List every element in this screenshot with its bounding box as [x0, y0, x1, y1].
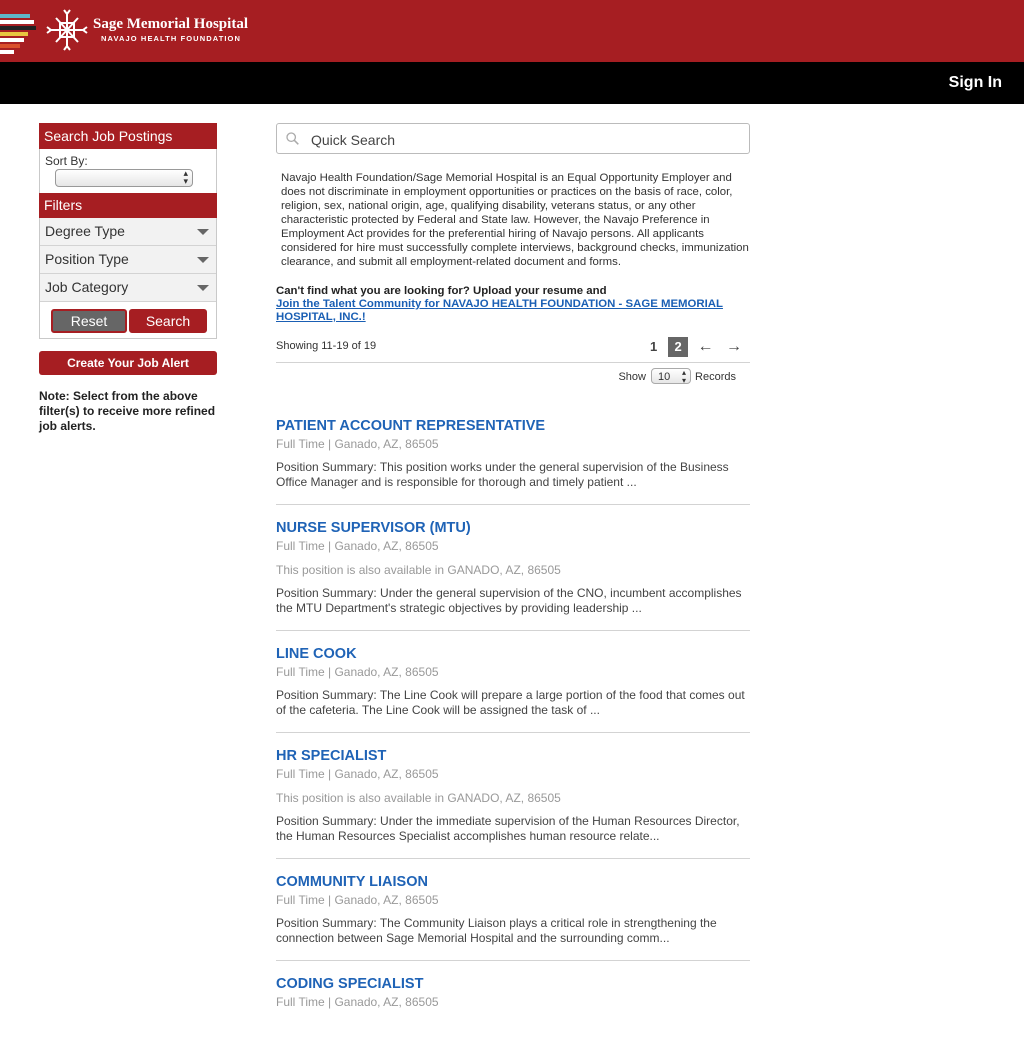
job-title-link[interactable]: LINE COOK	[276, 646, 357, 662]
show-label: Show	[618, 371, 646, 383]
reset-button[interactable]: Reset	[51, 309, 127, 333]
sage-logo-icon[interactable]	[44, 8, 90, 52]
sidebar	[39, 123, 217, 434]
search-panel	[39, 123, 217, 339]
job-summary: Position Summary: The Community Liaison plays a critical role in strengthening the connection between Sage Memorial Hospital and the surrounding comm...	[276, 916, 717, 945]
filter-label: Degree Type	[45, 223, 125, 239]
job-meta: Full Time | Ganado, AZ, 86505	[276, 995, 439, 1009]
quick-search[interactable]	[276, 123, 750, 154]
records-label: Records	[695, 371, 736, 383]
filter-label: Job Category	[45, 279, 129, 295]
logo-stripes	[0, 14, 36, 56]
job-item	[276, 747, 750, 859]
chevron-down-icon	[197, 229, 209, 235]
select-arrows-icon: ▴ ▾	[183, 168, 188, 186]
results-bar	[276, 338, 750, 362]
main-content	[276, 123, 750, 1037]
filter-position-type[interactable]	[40, 246, 216, 274]
alert-note: Note: Select from the above filter(s) to receive more refined job alerts.	[39, 389, 216, 433]
sort-by-label: Sort By:	[45, 154, 88, 168]
create-job-alert-button[interactable]: Create Your Job Alert	[39, 351, 217, 375]
job-list	[276, 417, 750, 1023]
records-select[interactable]	[651, 368, 691, 384]
job-meta: Full Time | Ganado, AZ, 86505	[276, 767, 439, 781]
job-summary: Position Summary: Under the general supervision of the CNO, incumbent accomplishes the MTU Department's strategic objectives by providing leadership ...	[276, 586, 742, 615]
pagination	[644, 337, 745, 359]
job-item	[276, 417, 750, 505]
talent-community-link[interactable]: Join the Talent Community for NAVAJO HEALTH FOUNDATION - SAGE MEMORIAL HOSPITAL, INC.!	[276, 298, 723, 323]
brand-subtitle: NAVAJO HEALTH FOUNDATION	[101, 34, 242, 43]
sign-in-link[interactable]: Sign In	[948, 74, 1002, 91]
chevron-down-icon	[197, 285, 209, 291]
records-value: 10	[658, 371, 671, 383]
job-meta: Full Time | Ganado, AZ, 86505	[276, 437, 439, 451]
filter-job-category[interactable]	[40, 274, 216, 302]
site-header	[0, 0, 1024, 62]
brand[interactable]	[93, 16, 248, 43]
chevron-down-icon	[197, 257, 209, 263]
job-summary: Position Summary: The Line Cook will prepare a large portion of the food that comes out of the cafeteria. The Line Cook will be assigned the task of ...	[276, 688, 745, 717]
filter-degree-type[interactable]	[40, 218, 216, 246]
upload-prompt: Can't find what you are looking for? Upload your resume and	[276, 285, 607, 297]
filter-label: Position Type	[45, 251, 129, 267]
nav-bar	[0, 62, 1024, 104]
job-also-available: This position is also available in GANADO, AZ, 86505	[276, 563, 561, 577]
page-2-link[interactable]: 2	[668, 337, 688, 357]
job-title-link[interactable]: HR SPECIALIST	[276, 748, 387, 764]
job-meta: Full Time | Ganado, AZ, 86505	[276, 665, 439, 679]
brand-name: Sage Memorial Hospital	[93, 16, 248, 32]
filter-buttons	[40, 302, 216, 338]
results-count: Showing 11-19 of 19	[276, 340, 377, 352]
job-meta: Full Time | Ganado, AZ, 86505	[276, 539, 439, 553]
eeo-statement: Navajo Health Foundation/Sage Memorial Hospital is an Equal Opportunity Employer and does not discriminate in employment opportunities or practices on the basis of race, color, religion, sex, national origin, age, qualifying disability, veterans status, or any other characteristic protected by Federal and State law. However, the Navajo Preference in Employment Act provides for the preferential hiring of Navajo persons. All applicants considered for hire must successfully complete interviews, background checks, immunization clearance, and submit all employment-related document and forms.	[281, 172, 749, 268]
job-item	[276, 975, 750, 1023]
quick-search-input[interactable]	[309, 131, 733, 149]
search-panel-title: Search Job Postings	[39, 123, 217, 149]
select-arrows-icon: ▴ ▾	[681, 368, 686, 385]
job-item	[276, 645, 750, 733]
job-title-link[interactable]: NURSE SUPERVISOR (MTU)	[276, 520, 471, 536]
filters-title: Filters	[39, 193, 217, 218]
job-meta: Full Time | Ganado, AZ, 86505	[276, 893, 439, 907]
sort-by-select[interactable]	[55, 169, 193, 187]
job-item	[276, 519, 750, 631]
job-summary: Position Summary: This position works under the general supervision of the Business Office Manager and is responsible for thorough and timely patient ...	[276, 460, 729, 489]
job-also-available: This position is also available in GANADO, AZ, 86505	[276, 791, 561, 805]
arrow-left-icon[interactable]: ←	[697, 338, 714, 355]
page-1-link[interactable]: 1	[650, 339, 658, 354]
arrow-right-icon[interactable]: →	[726, 338, 742, 355]
search-icon	[286, 132, 299, 145]
job-title-link[interactable]: PATIENT ACCOUNT REPRESENTATIVE	[276, 418, 546, 434]
records-per-page	[276, 363, 750, 393]
search-button[interactable]: Search	[129, 309, 207, 333]
job-item	[276, 873, 750, 961]
job-title-link[interactable]: COMMUNITY LIAISON	[276, 874, 428, 890]
job-title-link[interactable]: CODING SPECIALIST	[276, 976, 424, 992]
job-summary: Position Summary: Under the immediate supervision of the Human Resources Director, the Human Resources Specialist accomplishes human resource relate...	[276, 814, 740, 843]
